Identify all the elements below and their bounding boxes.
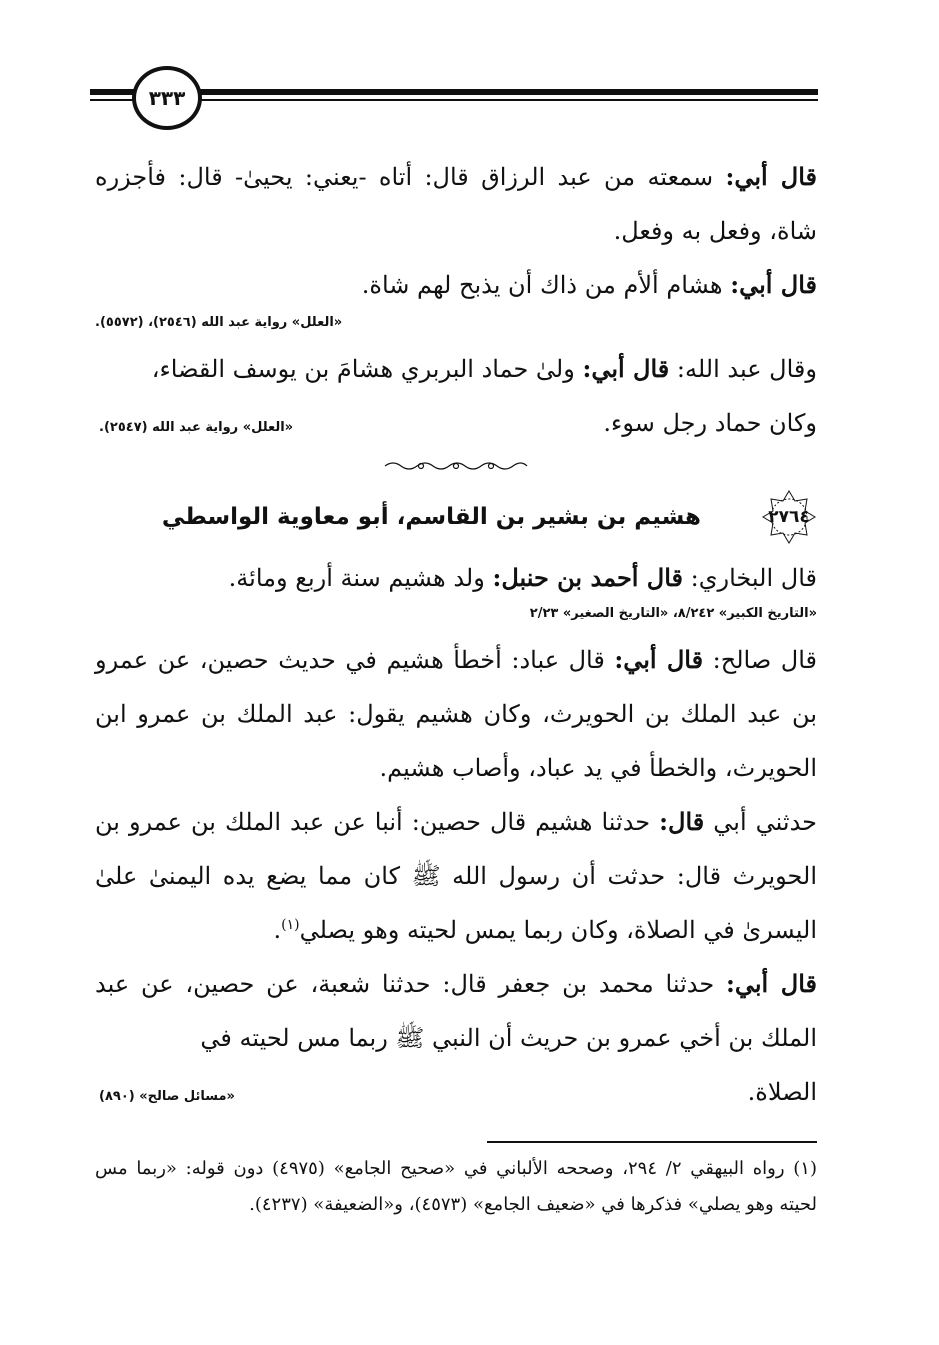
paragraph-text: حدثني أبي (704, 808, 818, 836)
paragraph (95, 258, 817, 312)
paragraph-text: وقال عبد الله: (669, 355, 817, 383)
footnote-reference[interactable]: (١) (281, 917, 300, 933)
citation: «التاريخ الكبير» ٨/٢٤٢، «التاريخ الصغير» ٢/٢٣ (529, 606, 817, 621)
paragraph (95, 633, 817, 795)
citation: «العلل» رواية عبد الله (٢٥٤٧). (99, 420, 294, 435)
paragraph-text: قال صالح: (703, 646, 817, 674)
paragraph (95, 795, 817, 957)
page-header (90, 66, 818, 128)
speaker-label: قال: (659, 807, 705, 836)
entry-number: ٢٧٦٤ (768, 507, 810, 527)
entry-title: هشيم بن بشير بن القاسم، أبو معاوية الواسطي (161, 504, 701, 530)
speaker-label: قال أبي: (730, 270, 817, 299)
paragraph-text: حدثنا هشيم قال حصين: أنبا عن عبد الملك بن عمرو بن الحويرث قال: حدثت أن رسول الله ﷺ كان مما يضع يده اليمنىٰ علىٰ اليسرىٰ في الصلاة، وكان ربما يمس لحيته وهو يصلي (95, 808, 817, 944)
paragraph-text: . (273, 916, 282, 944)
entry-heading (95, 489, 817, 545)
speaker-label: قال أبي: (614, 645, 704, 674)
paragraph (95, 342, 817, 396)
paragraph-text: قال عباد: أخطأ هشيم في حديث حصين، عن عمرو بن عبد الملك بن الحويرث، وكان هشيم يقول: عبد الملك بن عمرو ابن الحويرث، والخطأ في يد عباد، وأصاب هشيم. (95, 646, 817, 782)
paragraph-text: حدثنا محمد بن جعفر قال: حدثنا شعبة، عن حصين، عن عبد الملك بن أخي عمرو بن حريث أن النبي ﷺ ربما مس لحيته في (95, 970, 817, 1052)
paragraph (95, 551, 817, 605)
paragraph-text: ولىٰ حماد البربري هشامَ بن يوسف القضاء، (151, 355, 583, 383)
footnote: (١) رواه البيهقي ٢/ ٢٩٤، وصححه الألباني في «صحيح الجامع» (٤٩٧٥) دون قوله: «ربما مس لحيته وهو يصلي» فذكرها في «ضعيف الجامع» (٤٥٧٣)، و«الضعيفة» (٤٢٣٧). (95, 1158, 817, 1215)
paragraph (95, 957, 817, 1065)
citation: «العلل» رواية عبد الله (٢٥٤٦)، (٥٥٧٢). (95, 315, 343, 330)
paragraph-text: هشام ألأم من ذاك أن يذبح لهم شاة. (361, 271, 731, 299)
footnote-separator (487, 1141, 817, 1143)
paragraph (95, 150, 817, 258)
paragraph-text: ولد هشيم سنة أربع ومائة. (228, 564, 493, 592)
speaker-label: قال أحمد بن حنبل: (492, 563, 684, 592)
paragraph-text: وكان حماد رجل سوء. (603, 409, 817, 437)
page-body (95, 150, 817, 1223)
speaker-label: قال أبي: (582, 354, 670, 383)
paragraph-last-line (95, 1065, 817, 1119)
section-divider-ornament (95, 458, 817, 477)
page-number: ٣٣٣ (132, 66, 202, 130)
paragraph-text: سمعته من عبد الرزاق قال: أتاه -يعني: يحيىٰ- قال: فأجزره شاة، وفعل به وفعل. (95, 163, 817, 245)
paragraph-last-line (95, 396, 817, 450)
citation: «مسائل صالح» (٨٩٠) (99, 1089, 235, 1104)
entry-number-badge (761, 489, 817, 545)
paragraph-text: الصلاة. (747, 1078, 817, 1106)
speaker-label: قال أبي: (726, 969, 817, 998)
paragraph-text: قال البخاري: (683, 564, 817, 592)
speaker-label: قال أبي: (725, 162, 817, 191)
